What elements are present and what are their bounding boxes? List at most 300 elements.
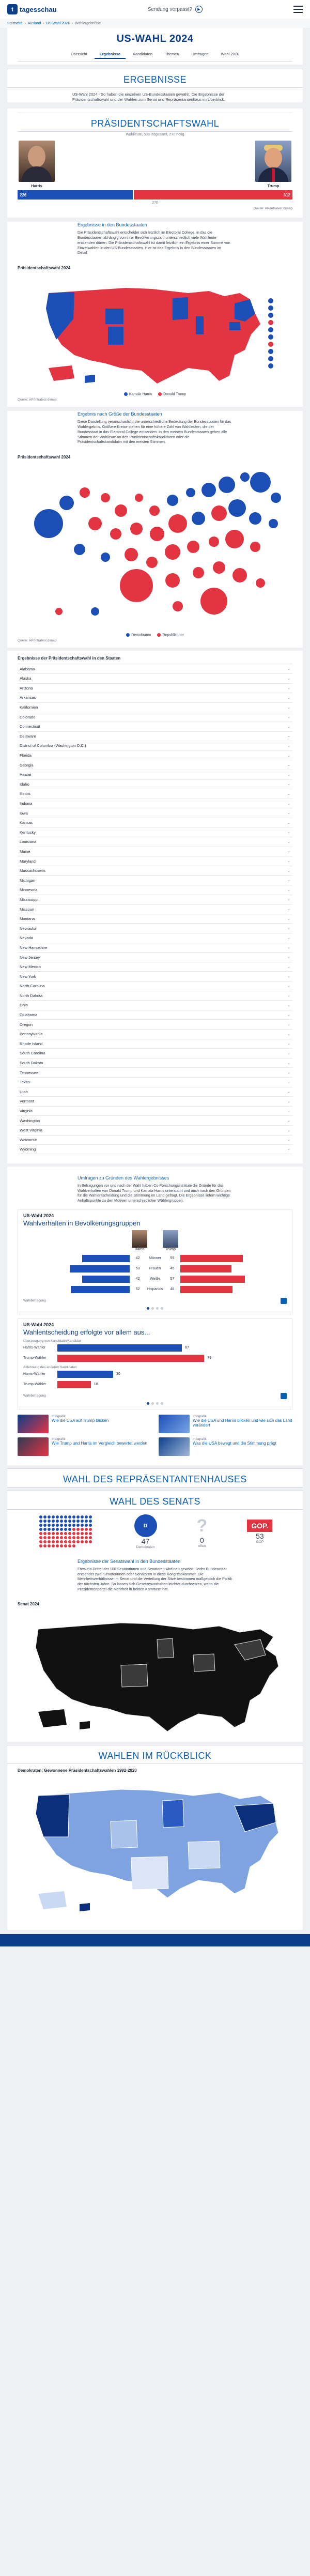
chevron-down-icon: ⌄ <box>287 715 290 719</box>
senate-text: Etwa ein Drittel der 100 Senatorinnen und Senatoren wird neu gewählt. Jeder Bundesstaat entsendet zwei Senatorinnen oder Senatoren in diese Kongresskammer. Die Mehrheitsverhältnisse im Senat und die Verteilung der Sitze bestimmen maßgeblich die Politik der nächsten Jahre. So lassen sich Gesetzesvorhaben leichter durchsetzen, wenn die Präsidentenpartei die Mehrheit in beiden Kammern hat. <box>78 1566 233 1591</box>
senate-seat <box>81 1540 84 1543</box>
state-row[interactable] <box>18 885 292 895</box>
map-region-minnesota <box>173 297 188 320</box>
survey1-trump <box>163 1230 178 1251</box>
teaser-kicker: Infografik <box>193 1414 207 1418</box>
harris-photo <box>19 141 55 182</box>
state-bubble[interactable] <box>187 541 199 553</box>
tab-topics[interactable]: Themen <box>165 52 179 56</box>
senate-seat <box>81 1532 84 1535</box>
senate-rep-label: GOP <box>256 1540 264 1544</box>
map2-text: Diese Darstellung veranschaulicht die unterschiedliche Bedeutung der Bundesstaaten für das Wahlergebnis. Größere Kreise stehen für eine höhere Zahl von Wahlleuten, die der Bundesstaat in das Electoral College entsenden. In den meisten Bundesstaaten gehen alle Stimmen der Wahlleute an den Präsidentschaftskandidaten oder die Präsidentschaftskandidatin mit den meisten Stimmen. <box>78 419 231 444</box>
state-row[interactable] <box>18 933 292 943</box>
state-name: West Virginia <box>20 1128 42 1133</box>
carousel-dots <box>23 1307 287 1310</box>
state-bubble[interactable] <box>80 487 90 498</box>
state-row[interactable] <box>18 952 292 962</box>
teaser-title: Wie die USA und Harris blicken und wie sich das Land verändert <box>193 1418 292 1428</box>
survey2-kicker: US-Wahl 2024 <box>23 1322 54 1327</box>
state-name: Delaware <box>20 733 36 739</box>
survey2-value: 30 <box>116 1372 120 1376</box>
senate-seat <box>52 1532 55 1535</box>
chevron-down-icon: ⌄ <box>287 917 290 921</box>
chevron-down-icon: ⌄ <box>287 946 290 950</box>
teaser-text <box>193 1437 276 1456</box>
senate-seat <box>52 1515 55 1519</box>
state-row[interactable] <box>18 750 292 760</box>
chevron-down-icon: ⌄ <box>287 1090 290 1094</box>
state-row[interactable] <box>18 1010 292 1020</box>
survey-card-groups <box>18 1209 292 1314</box>
tab-candidates[interactable]: Kandidaten <box>133 52 153 56</box>
state-name: Illinois <box>20 791 30 796</box>
state-row[interactable] <box>18 731 292 741</box>
state-bubble[interactable] <box>88 517 102 530</box>
chevron-down-icon: ⌄ <box>287 908 290 912</box>
state-bubble[interactable] <box>202 483 216 497</box>
senate-seat <box>52 1524 55 1527</box>
carousel-dot[interactable] <box>151 1307 154 1310</box>
state-row[interactable] <box>18 962 292 972</box>
state-bubble[interactable] <box>165 544 180 560</box>
state-name: Nevada <box>20 936 33 941</box>
state-row[interactable] <box>18 895 292 904</box>
senate-seat <box>52 1540 55 1543</box>
state-row[interactable] <box>18 827 292 837</box>
state-bubble[interactable] <box>101 553 110 562</box>
state-row[interactable] <box>18 693 292 702</box>
state-name: Louisiana <box>20 839 37 845</box>
state-row[interactable] <box>18 1000 292 1010</box>
teaser-image <box>159 1415 190 1433</box>
share-icon[interactable] <box>281 1393 287 1399</box>
logo-mark: t <box>7 4 18 14</box>
map1-heading: Ergebnisse in den Bundesstaaten <box>78 222 147 228</box>
senate-summary <box>7 1510 303 1554</box>
survey-right <box>180 1286 287 1293</box>
state-row[interactable] <box>18 1029 292 1039</box>
survey-value-rep: 46 <box>170 1287 175 1292</box>
senate-seat <box>60 1524 63 1527</box>
carousel-dot[interactable] <box>147 1402 149 1405</box>
bubble-map[interactable] <box>18 462 292 632</box>
senate-heading: Ergebnisse der Senatswahl in den Bundesstaaten <box>78 1558 181 1564</box>
carousel-dot[interactable] <box>156 1402 159 1405</box>
senate-seat <box>81 1528 84 1531</box>
small-state-marker[interactable] <box>268 363 273 369</box>
menu-icon[interactable] <box>293 6 303 13</box>
survey1-harris-label: Harris <box>134 1247 145 1251</box>
teaser-title: Wie die USA auf Trump blicken <box>52 1418 109 1423</box>
state-row[interactable] <box>18 1039 292 1049</box>
state-bubble[interactable] <box>135 494 143 502</box>
state-row[interactable] <box>18 712 292 722</box>
state-bubble[interactable] <box>91 607 99 616</box>
senate-seat <box>48 1528 51 1531</box>
carousel-dot[interactable] <box>161 1402 163 1405</box>
top-bar <box>0 0 310 19</box>
state-row[interactable] <box>18 856 292 866</box>
survey-right <box>180 1276 287 1283</box>
senate-text-block <box>78 1558 233 1592</box>
teaser-image <box>18 1437 49 1456</box>
state-bubble[interactable] <box>200 588 227 615</box>
breadcrumb-item[interactable]: Startseite <box>7 21 23 25</box>
state-bubble[interactable] <box>249 512 261 525</box>
survey1-footer-label: Wahlbefragung <box>23 1299 46 1303</box>
trump-name: Trump <box>267 183 280 189</box>
state-bubble[interactable] <box>192 512 205 525</box>
state-name: South Dakota <box>20 1061 43 1066</box>
state-row[interactable] <box>18 837 292 847</box>
state-row[interactable] <box>18 847 292 856</box>
logo[interactable] <box>7 4 57 14</box>
legend2-dem <box>126 633 151 637</box>
survey1-rows <box>23 1253 287 1295</box>
survey-value-dem: 42 <box>135 1277 140 1281</box>
state-row[interactable] <box>18 904 292 914</box>
survey-value-dem: 42 <box>135 1256 140 1261</box>
state-row[interactable] <box>18 779 292 789</box>
state-bubble[interactable] <box>150 527 164 541</box>
trump-photo <box>255 141 291 182</box>
chevron-down-icon: ⌄ <box>287 994 290 998</box>
state-row[interactable] <box>18 923 292 933</box>
state-bubble[interactable] <box>165 573 180 588</box>
map1-chart-title: Präsidentschaftswahl 2024 <box>18 265 71 270</box>
senate-seat <box>72 1528 75 1531</box>
state-row[interactable] <box>18 1144 292 1154</box>
state-bubble[interactable] <box>211 505 227 521</box>
state-bubble[interactable] <box>130 523 143 535</box>
state-row[interactable] <box>18 943 292 953</box>
state-row[interactable] <box>18 683 292 693</box>
president-section <box>7 109 303 218</box>
survey2-row <box>23 1353 287 1363</box>
teaser-grid <box>18 1415 292 1456</box>
state-row[interactable] <box>18 770 292 779</box>
state-bubble[interactable] <box>193 567 204 578</box>
survey-value-dem: 53 <box>135 1267 140 1271</box>
state-name: Arkansas <box>20 695 36 700</box>
state-rows <box>18 664 292 1154</box>
map2-heading: Ergebnis nach Größe der Bundesstaaten <box>78 411 162 417</box>
chevron-down-icon: ⌄ <box>287 850 290 854</box>
state-row[interactable] <box>18 673 292 683</box>
state-row[interactable] <box>18 1106 292 1116</box>
survey2-label: Harris-Wähler <box>23 1346 46 1350</box>
map1-legend <box>7 392 303 396</box>
senate-alaska <box>38 1709 67 1727</box>
senate-seat <box>68 1515 71 1519</box>
senate-dem-seats: 47 <box>141 1537 150 1546</box>
state-bubble[interactable] <box>233 568 247 582</box>
chevron-down-icon: ⌄ <box>287 936 290 940</box>
president-source: Quelle: AP/Infratest dimap <box>253 207 292 211</box>
tab-overview[interactable]: Übersicht <box>70 52 87 56</box>
state-bubble[interactable] <box>186 488 195 497</box>
survey2-bar <box>57 1381 91 1388</box>
map2-chart-title: Präsidentschaftswahl 2024 <box>18 455 71 460</box>
state-bubble[interactable] <box>149 505 160 516</box>
survey2-row <box>23 1343 287 1353</box>
senate-seat <box>72 1536 75 1539</box>
state-bubble[interactable] <box>146 557 158 568</box>
small-state-marker[interactable] <box>268 320 273 325</box>
state-bubble[interactable] <box>101 493 110 502</box>
threshold-label: 270 <box>152 201 158 205</box>
chevron-down-icon: ⌄ <box>287 763 290 768</box>
small-state-marker[interactable] <box>268 305 273 311</box>
senate-seat <box>56 1515 59 1519</box>
small-state-marker[interactable] <box>268 342 273 347</box>
state-row[interactable] <box>18 875 292 885</box>
history-title: WAHLEN IM RÜCKBLICK <box>7 1745 303 1764</box>
senate-seat <box>72 1520 75 1523</box>
history-map[interactable] <box>18 1775 292 1925</box>
senate-rep <box>247 1520 272 1544</box>
state-row[interactable] <box>18 741 292 750</box>
teaser[interactable] <box>159 1415 292 1433</box>
tab-2020[interactable]: Wahl 2020 <box>221 52 240 56</box>
survey-label: Weiße <box>149 1277 161 1281</box>
survey2-value: 18 <box>94 1383 98 1387</box>
state-bubble[interactable] <box>74 544 85 555</box>
survey-value-rep: 55 <box>170 1256 175 1261</box>
survey-label: Hispanics <box>147 1287 163 1292</box>
teaser-kicker: Infografik <box>193 1437 207 1441</box>
senate-seat <box>60 1515 63 1519</box>
survey-bar-rep <box>180 1265 231 1272</box>
state-bubble[interactable] <box>34 509 63 538</box>
senate-seat <box>64 1515 67 1519</box>
senate-seat <box>43 1544 47 1547</box>
senate-seat <box>64 1528 67 1531</box>
state-row[interactable] <box>18 914 292 924</box>
chevron-down-icon: ⌄ <box>287 686 290 691</box>
state-row[interactable] <box>18 722 292 731</box>
senate-seat <box>48 1515 51 1519</box>
small-state-marker[interactable] <box>268 298 273 303</box>
state-bubble[interactable] <box>209 536 219 547</box>
state-bubble[interactable] <box>213 561 225 574</box>
state-name: Missouri <box>20 907 34 912</box>
state-row[interactable] <box>18 760 292 770</box>
state-name: New Hampshire <box>20 945 48 950</box>
senate-seat <box>39 1540 42 1543</box>
senate-seat <box>89 1528 92 1531</box>
chevron-down-icon: ⌄ <box>287 706 290 710</box>
map1-state-bubbles <box>268 298 273 369</box>
survey-bar-dem <box>82 1276 130 1283</box>
state-bubble[interactable] <box>250 542 260 552</box>
candidates <box>18 141 292 188</box>
state-bubble[interactable] <box>271 493 281 503</box>
senate-seat <box>43 1540 47 1543</box>
senate-seat <box>56 1532 59 1535</box>
senate-seat <box>60 1536 63 1539</box>
state-row[interactable] <box>18 1096 292 1106</box>
state-row[interactable] <box>18 1125 292 1135</box>
state-row[interactable] <box>18 991 292 1001</box>
senate-seat <box>64 1536 67 1539</box>
legend2-rep-swatch <box>157 633 161 637</box>
chevron-down-icon: ⌄ <box>287 984 290 988</box>
small-state-marker[interactable] <box>268 334 273 340</box>
state-row[interactable] <box>18 1135 292 1145</box>
senate-seat-dots <box>38 1514 95 1550</box>
tab-results[interactable]: Ergebnisse <box>95 50 126 59</box>
state-bubble[interactable] <box>59 496 74 510</box>
breadcrumb-item[interactable]: US-Wahl 2024 <box>46 21 70 25</box>
state-row[interactable] <box>18 1087 292 1097</box>
teaser[interactable] <box>18 1415 151 1433</box>
map-region-illinois <box>196 316 204 334</box>
carousel-dot[interactable] <box>147 1307 149 1310</box>
state-bubble[interactable] <box>225 530 244 548</box>
state-bubble[interactable] <box>250 472 271 493</box>
senate-seat <box>48 1520 51 1523</box>
survey2-label: Trump-Wähler <box>23 1383 47 1387</box>
senate-seat <box>56 1524 59 1527</box>
state-row[interactable] <box>18 664 292 673</box>
state-row[interactable] <box>18 818 292 827</box>
state-bubble[interactable] <box>168 514 187 533</box>
survey-value-rep: 57 <box>170 1277 175 1281</box>
state-row[interactable] <box>18 1019 292 1029</box>
survey-value-rep: 45 <box>170 1267 175 1271</box>
state-row[interactable] <box>18 866 292 876</box>
state-name: New York <box>20 974 36 979</box>
senate-seat <box>68 1524 71 1527</box>
senate-seat <box>60 1540 63 1543</box>
survey1-harris <box>132 1230 147 1251</box>
us-map-results[interactable] <box>18 272 292 391</box>
history-alaska <box>38 1891 67 1909</box>
tab-polls[interactable]: Umfragen <box>191 52 209 56</box>
senate-seat <box>48 1540 51 1543</box>
small-state-marker[interactable] <box>268 356 273 361</box>
state-bubble[interactable] <box>256 578 265 588</box>
chevron-down-icon: ⌄ <box>287 1042 290 1046</box>
senate-seat <box>60 1544 63 1547</box>
state-bubble[interactable] <box>269 519 278 528</box>
carousel-dot[interactable] <box>151 1402 154 1405</box>
state-name: Maine <box>20 849 30 854</box>
state-bubble[interactable] <box>115 504 127 517</box>
chevron-down-icon: ⌄ <box>287 1099 290 1103</box>
states-section <box>7 651 303 1163</box>
live-link[interactable] <box>62 6 288 13</box>
state-bubble[interactable] <box>167 495 178 506</box>
survey-label: Frauen <box>149 1267 161 1271</box>
senate-seat <box>68 1540 71 1543</box>
state-bubble[interactable] <box>240 472 250 482</box>
gop-logo: GOP. <box>247 1520 272 1532</box>
state-name: District of Columbia (Washington D.C.) <box>20 743 86 748</box>
state-row[interactable] <box>18 808 292 818</box>
map2-section <box>7 411 303 648</box>
results-title: ERGEBNISSE <box>7 69 303 88</box>
senate-region <box>121 1664 148 1687</box>
survey1-footer <box>23 1298 287 1304</box>
chevron-down-icon: ⌄ <box>287 773 290 777</box>
teaser-kicker: Infografik <box>52 1414 66 1418</box>
chevron-down-icon: ⌄ <box>287 879 290 883</box>
state-row[interactable] <box>18 1077 292 1087</box>
state-name: Ohio <box>20 1003 28 1008</box>
state-row[interactable] <box>18 1058 292 1068</box>
state-name: Indiana <box>20 801 33 806</box>
senate-seat <box>68 1528 71 1531</box>
senate-seat <box>64 1540 67 1543</box>
carousel-dot[interactable] <box>156 1307 159 1310</box>
survey2-bar <box>57 1344 182 1352</box>
senate-seat <box>48 1532 51 1535</box>
state-bubble[interactable] <box>120 569 153 602</box>
state-bubble[interactable] <box>55 608 63 615</box>
state-bubble[interactable] <box>110 528 121 540</box>
state-row[interactable] <box>18 981 292 991</box>
survey-value-dem: 52 <box>135 1287 140 1292</box>
teaser-title: Was die USA bewegt und die Stimmung prägt <box>193 1440 277 1446</box>
teaser[interactable] <box>18 1437 151 1456</box>
senate-map[interactable] <box>18 1608 292 1738</box>
teaser[interactable] <box>159 1437 292 1456</box>
small-state-marker[interactable] <box>268 313 273 318</box>
share-icon[interactable] <box>281 1298 287 1304</box>
state-bubble[interactable] <box>228 499 246 517</box>
chevron-down-icon: ⌄ <box>287 1138 290 1142</box>
state-row[interactable] <box>18 789 292 799</box>
state-row[interactable] <box>18 971 292 981</box>
history-region-mountain <box>111 1820 137 1848</box>
senate-seat <box>85 1532 88 1535</box>
senate-seat <box>39 1536 42 1539</box>
state-row[interactable] <box>18 1048 292 1058</box>
senate-seat <box>72 1532 75 1535</box>
state-name: Hawaii <box>20 772 32 777</box>
state-row[interactable] <box>18 702 292 712</box>
senate-seat <box>68 1544 71 1547</box>
senate-dem <box>134 1514 157 1549</box>
senate-seat <box>89 1540 92 1543</box>
state-row[interactable] <box>18 1115 292 1125</box>
small-state-marker[interactable] <box>268 327 273 332</box>
chevron-down-icon: ⌄ <box>287 888 290 892</box>
senate-seat <box>43 1515 47 1519</box>
results-section <box>7 69 303 102</box>
breadcrumb-item[interactable]: Ausland <box>27 21 41 25</box>
small-state-marker[interactable] <box>268 349 273 354</box>
surveys-text: In Befragungen vor und nach der Wahl haben Co-Forschungsinstitute die Gründe für das Wahlverhalten von Donald Trump und Kamala Harris untersucht und auch nach den Gründen für die Wahlentscheidung und die Stimmung im Land gefragt. Die Ergebnisse liefern wichtige Anhaltspunkte zu den Motiven unterschiedlicher Wählergruppen. <box>78 1183 231 1203</box>
chevron-down-icon: ⌄ <box>287 1013 290 1017</box>
state-row[interactable] <box>18 799 292 808</box>
senate-seat <box>85 1515 88 1519</box>
chevron-down-icon: ⌄ <box>287 1071 290 1075</box>
state-row[interactable] <box>18 1067 292 1077</box>
history-section <box>7 1745 303 1930</box>
state-bubble[interactable] <box>125 548 138 561</box>
map2-source: Quelle: AP/Infratest dimap <box>18 639 57 643</box>
senate-seat <box>56 1544 59 1547</box>
state-bubble[interactable] <box>219 477 235 493</box>
history-hawaii <box>80 1903 90 1911</box>
state-bubble[interactable] <box>173 601 183 611</box>
chevron-down-icon: ⌄ <box>287 744 290 748</box>
carousel-dot[interactable] <box>161 1307 163 1310</box>
map-region-alaska <box>49 365 74 381</box>
